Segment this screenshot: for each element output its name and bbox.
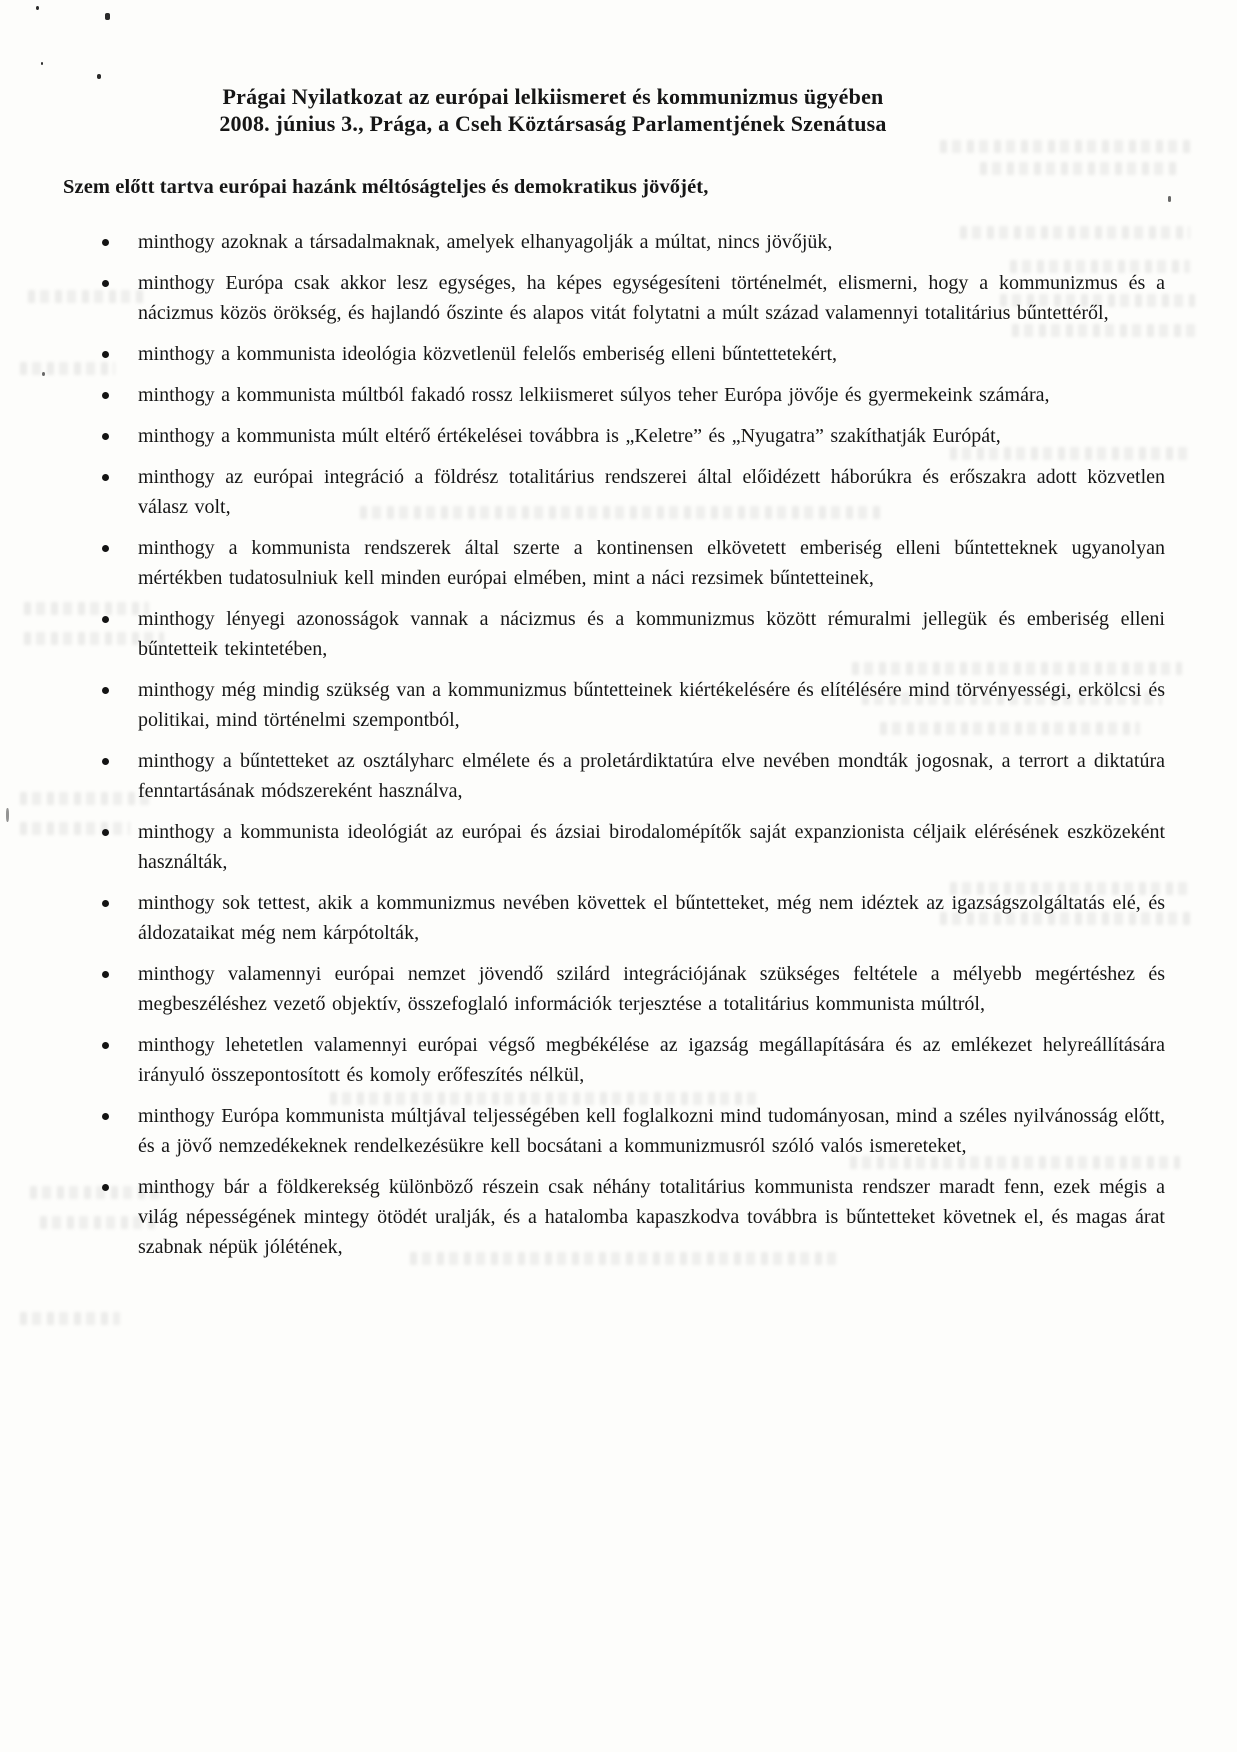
bullet-text: minthogy Európa csak akkor lesz egységes, ha képes egységesíteni történelmét, elismerni, hogy a kommunizmus és a nácizmus közös örökség, és hajlandó őszinte és alapos vitát folytatni a múlt század valamennyi totalitárius bűntettéről, <box>138 272 1165 324</box>
bullet-icon <box>102 392 109 399</box>
bullet-text: minthogy még mindig szükség van a kommunizmus bűntetteinek kiértékelésére és elítélésére mind törvényességi, erkölcsi és politikai, mind történelmi szempontból, <box>138 679 1165 731</box>
bullet-icon <box>102 474 109 481</box>
bullet-icon <box>102 545 109 552</box>
bullet-icon <box>102 829 109 836</box>
scan-speck <box>36 6 39 10</box>
bullet-text: minthogy sok tettest, akik a kommunizmus nevében követtek el bűntetteket, még nem idéztek az igazságszolgáltatás elé, és áldozataikat még nem kárpótolták, <box>138 892 1165 944</box>
list-item <box>63 268 1165 328</box>
list-item <box>63 339 1165 369</box>
bullet-text: minthogy lényegi azonosságok vannak a nácizmus és a kommunizmus között rémuralmi jellegük és emberiség elleni bűntetteik tekintetében, <box>138 608 1165 660</box>
bullet-icon <box>102 900 109 907</box>
list-item <box>63 462 1165 522</box>
bullet-icon <box>102 971 109 978</box>
bullet-text: minthogy a kommunista múlt eltérő értékelései továbbra is „Keletre” és „Nyugatra” szakíthatják Európát, <box>138 425 1001 447</box>
bullet-icon <box>102 1042 109 1049</box>
list-item <box>63 604 1165 664</box>
bullet-text: minthogy a kommunista ideológiát az európai és ázsiai birodalomépítők saját expanzionista céljaik elérésének eszközeként használták, <box>138 821 1165 873</box>
bullet-icon <box>102 433 109 440</box>
bullet-icon <box>102 1184 109 1191</box>
scan-speck <box>105 13 110 20</box>
document-header <box>63 83 1043 137</box>
list-item <box>63 227 1165 257</box>
list-item <box>63 421 1165 451</box>
list-item <box>63 959 1165 1019</box>
bullet-text: minthogy az európai integráció a földrész totalitárius rendszerei által előidézett háborúkra és erőszakra adott közvetlen válasz volt, <box>138 466 1165 518</box>
list-item <box>63 746 1165 806</box>
scan-speck <box>97 74 101 79</box>
bleed-through-smudge <box>20 1312 120 1325</box>
bullet-text: minthogy lehetetlen valamennyi európai végső megbékélése az igazság megállapítására és az emlékezet helyreállítására irányuló összepontosított és komoly erőfeszítés nélkül, <box>138 1034 1165 1086</box>
document-title: Prágai Nyilatkozat az európai lelkiismeret és kommunizmus ügyében <box>222 84 884 109</box>
list-item <box>63 888 1165 948</box>
bullet-text: minthogy Európa kommunista múltjával teljességében kell foglalkozni mind tudományosan, mind a széles nyilvánosság előtt, és a jövő nemzedékeknek rendelkezésükre kell bocsátani a kommunizmusról szóló valós ismereteket, <box>138 1105 1165 1157</box>
list-item <box>63 533 1165 593</box>
bullet-icon <box>102 687 109 694</box>
list-item <box>63 1172 1165 1262</box>
bullet-icon <box>102 616 109 623</box>
bullet-text: minthogy a kommunista ideológia közvetlenül felelős emberiség elleni bűntettetekért, <box>138 343 838 365</box>
document-subtitle: 2008. június 3., Prága, a Cseh Köztársaság Parlamentjének Szenátusa <box>219 111 887 136</box>
whereas-clauses-list <box>63 227 1165 1262</box>
bullet-text: minthogy a kommunista múltból fakadó rossz lelkiismeret súlyos teher Európa jövője és gyermekeink számára, <box>138 384 1050 406</box>
bullet-text: minthogy valamennyi európai nemzet jövendő szilárd integrációjának szükséges feltétele a mélyebb megértéshez és megbeszéléshez vezető objektív, összefoglaló információk terjesztése a totalitárius kommunista múltról, <box>138 963 1165 1015</box>
bullet-text: minthogy bár a földkerekség különböző részein csak néhány totalitárius kommunista rendszer maradt fenn, ezek mégis a világ népességének mintegy ötödét uralják, és a hatalomba kapaszkodva továbbra is bűntetteket követnek el, és magas árat szabnak népük jólétének, <box>138 1176 1165 1258</box>
bullet-icon <box>102 280 109 287</box>
scan-speck <box>42 372 45 376</box>
list-item <box>63 817 1165 877</box>
bullet-icon <box>102 239 109 246</box>
list-item <box>63 675 1165 735</box>
scan-speck <box>6 808 9 822</box>
bullet-icon <box>102 351 109 358</box>
preamble-line: Szem előtt tartva európai hazánk méltóságteljes és demokratikus jövőjét, <box>63 176 709 198</box>
bullet-icon <box>102 1113 109 1120</box>
bullet-text: minthogy a bűntetteket az osztályharc elmélete és a proletárdiktatúra elve nevében mondták jogosnak, a terrort a diktatúra fenntartásának módszereként használva, <box>138 750 1165 802</box>
list-item <box>63 1101 1165 1161</box>
bullet-icon <box>102 758 109 765</box>
bleed-through-smudge <box>940 140 1190 153</box>
list-item <box>63 380 1165 410</box>
scan-speck <box>1168 196 1171 202</box>
scan-speck <box>41 62 43 65</box>
list-item <box>63 1030 1165 1090</box>
bullet-text: minthogy azoknak a társadalmaknak, amelyek elhanyagolják a múltat, nincs jövőjük, <box>138 231 833 253</box>
bullet-text: minthogy a kommunista rendszerek által szerte a kontinensen elkövetett emberiség elleni bűntetteknek ugyanolyan mértékben tudatosulniuk kell minden európai elmében, mint a náci rezsimek bűntetteinek, <box>138 537 1165 589</box>
